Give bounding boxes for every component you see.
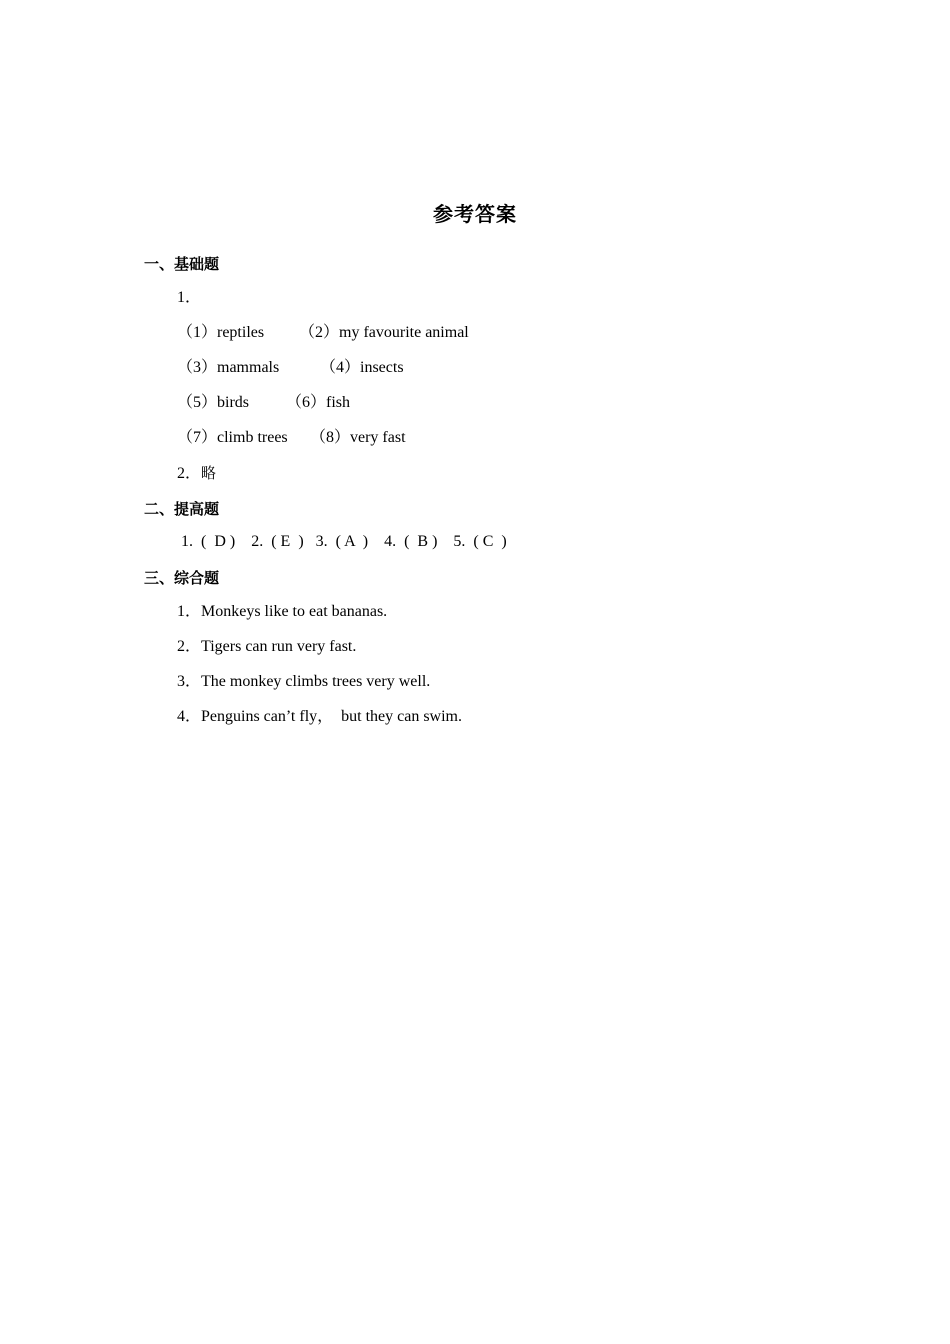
sentence-answer-4: 4．Penguins can’t fly， but they can swim. [177,708,463,725]
page-title: 参考答案 [433,202,517,226]
answer-item-8: （8）very fast [310,429,406,446]
answer-item-5: （5）birds [177,394,250,411]
answer-item-6: （6）fish [286,394,351,411]
question-2-row [177,463,216,484]
multiple-choice-answers: 1. ( D ) 2. ( E ) 3. ( A ) 4. ( B ) 5. ( C ) [181,533,507,550]
answer-item-4: （4）insects [320,359,404,376]
sentence-answer-3: 3．The monkey climbs trees very well. [177,673,431,690]
question-1-label: 1． [177,289,202,306]
question-2-label: 2． [177,465,202,482]
answer-item-2: （2）my favourite animal [299,324,469,341]
sentence-answer-1: 1．Monkeys like to eat bananas. [177,603,388,620]
answer-item-3: （3）mammals [177,359,280,376]
section-heading-comprehensive: 三、综合题 [144,569,220,587]
answer-item-1: （1）reptiles [177,324,265,341]
question-2-answer: 略 [201,464,217,482]
section-heading-advanced: 二、提高题 [144,500,220,518]
section-heading-basic: 一、基础题 [144,255,220,273]
sentence-answer-2: 2．Tigers can run very fast. [177,638,357,655]
answer-item-7: （7）climb trees [177,429,288,446]
